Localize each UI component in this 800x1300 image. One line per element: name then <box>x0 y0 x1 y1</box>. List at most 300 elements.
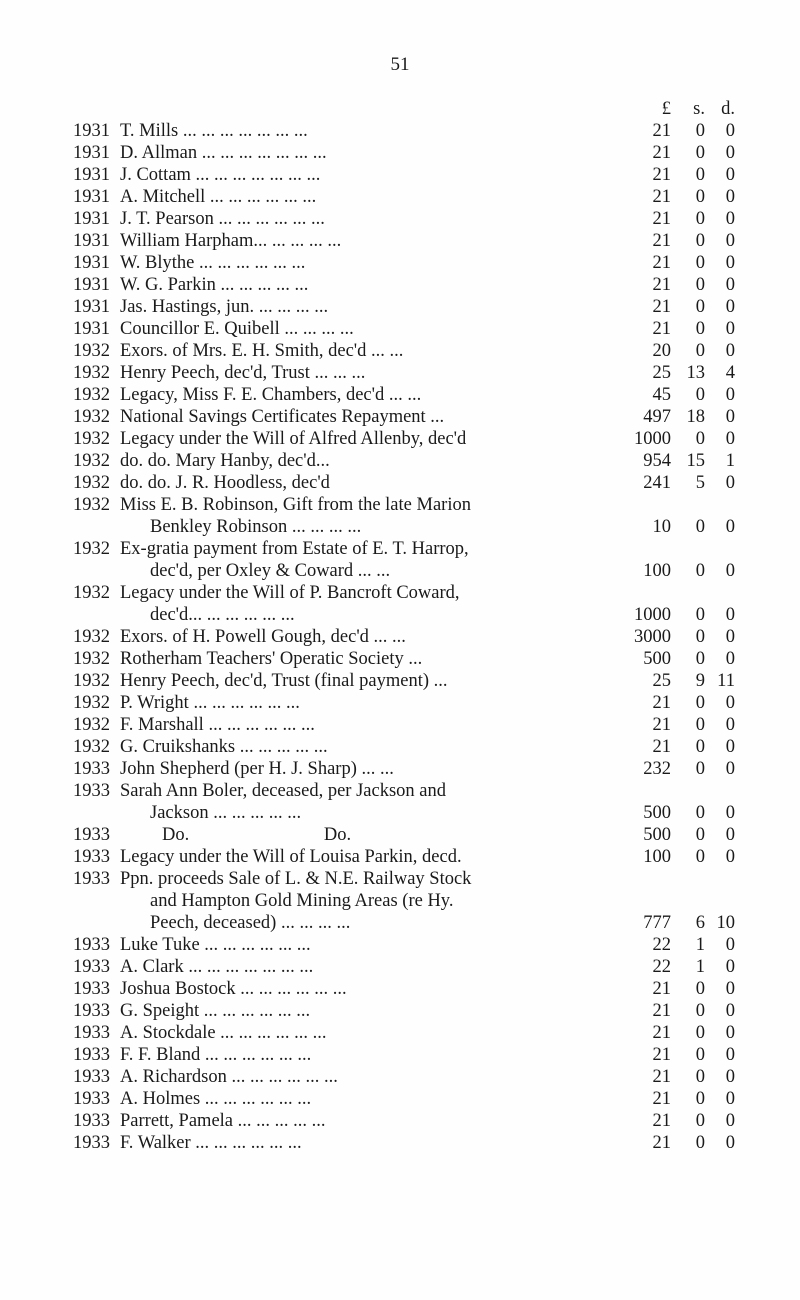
entry-description-line: A. Mitchell ... ... ... ... ... ... <box>120 187 317 207</box>
page-number: 51 <box>390 54 410 75</box>
ledger-entry <box>73 538 733 582</box>
entry-description <box>120 252 602 274</box>
ledger-entry <box>73 934 733 956</box>
entry-year: 1933 <box>73 781 110 801</box>
ledger-entry <box>73 450 733 472</box>
entry-description-line: Henry Peech, dec'd, Trust (final payment) ... <box>120 671 448 691</box>
amount-pence: 0 <box>725 143 735 163</box>
ledger-entry <box>73 142 733 164</box>
entry-year: 1933 <box>73 1111 110 1131</box>
entry-description-line: Legacy under the Will of P. Bancroft Coward, <box>120 583 460 603</box>
entry-description-line: John Shepherd (per H. J. Sharp) ... ... <box>120 759 394 779</box>
ledger-entry <box>73 648 733 670</box>
ledger-entry <box>73 670 733 692</box>
entry-description-line: Joshua Bostock ... ... ... ... ... ... <box>120 979 347 999</box>
amount-pence: 0 <box>725 1133 735 1153</box>
amount-pence: 10 <box>716 913 735 933</box>
amount-pounds: 21 <box>652 209 671 229</box>
amount-pounds: 1000 <box>634 605 671 625</box>
entry-description <box>120 714 602 736</box>
amount-pounds: 21 <box>652 297 671 317</box>
amount-pence: 0 <box>725 341 735 361</box>
entry-description-line: William Harpham... ... ... ... ... <box>120 231 342 251</box>
amount-pounds: 21 <box>652 319 671 339</box>
entry-description-line: D. Allman ... ... ... ... ... ... ... <box>120 143 327 163</box>
entry-year: 1933 <box>73 847 110 867</box>
amount-pounds: 500 <box>643 803 671 823</box>
entry-year: 1933 <box>73 869 110 889</box>
amount-shillings: 0 <box>695 759 705 779</box>
entry-description <box>120 1110 602 1132</box>
amount-shillings: 0 <box>695 803 705 823</box>
entry-year: 1932 <box>73 341 110 361</box>
amount-shillings: 15 <box>686 451 705 471</box>
amount-pence: 1 <box>725 451 735 471</box>
entry-description <box>120 428 602 450</box>
column-header-row <box>73 98 733 120</box>
amount-pounds: 10 <box>652 517 671 537</box>
amount-pounds: 21 <box>652 165 671 185</box>
entry-description <box>120 956 602 978</box>
entry-description <box>120 670 602 692</box>
amount-shillings: 0 <box>695 979 705 999</box>
amount-pounds: 21 <box>652 187 671 207</box>
amount-pence: 0 <box>725 649 735 669</box>
entry-year: 1933 <box>73 1001 110 1021</box>
ledger-entry <box>73 252 733 274</box>
entry-description <box>120 362 602 384</box>
amount-pounds: 21 <box>652 1045 671 1065</box>
amount-shillings: 0 <box>695 253 705 273</box>
entry-description <box>120 582 602 626</box>
amount-shillings: 0 <box>695 319 705 339</box>
entry-description <box>120 318 602 340</box>
amount-pounds: 21 <box>652 1067 671 1087</box>
entry-description-line: Jackson ... ... ... ... ... <box>150 803 302 823</box>
entry-description-line: Miss E. B. Robinson, Gift from the late Marion <box>120 495 471 515</box>
entry-year: 1931 <box>73 187 110 207</box>
amount-pounds: 954 <box>643 451 671 471</box>
amount-pence: 0 <box>725 429 735 449</box>
entry-description-line: Luke Tuke ... ... ... ... ... ... <box>120 935 311 955</box>
ledger-entry <box>73 714 733 736</box>
entry-year: 1932 <box>73 737 110 757</box>
ledger-entry <box>73 230 733 252</box>
entry-description <box>120 384 602 406</box>
amount-shillings: 0 <box>695 341 705 361</box>
entry-year: 1932 <box>73 649 110 669</box>
amount-pounds: 22 <box>652 957 671 977</box>
entry-year: 1932 <box>73 627 110 647</box>
ledger-entry <box>73 1000 733 1022</box>
amount-pence: 0 <box>725 1111 735 1131</box>
entry-description <box>120 868 602 934</box>
entry-description <box>120 186 602 208</box>
ledger-entry <box>73 296 733 318</box>
ledger-entry <box>73 318 733 340</box>
amount-pounds: 1000 <box>634 429 671 449</box>
entry-year: 1932 <box>73 693 110 713</box>
ledger-entry <box>73 428 733 450</box>
amount-pence: 0 <box>725 297 735 317</box>
amount-shillings: 0 <box>695 165 705 185</box>
amount-pounds: 21 <box>652 231 671 251</box>
entry-year: 1932 <box>73 495 110 515</box>
amount-pounds: 21 <box>652 1001 671 1021</box>
amount-pence: 0 <box>725 627 735 647</box>
entry-description-line: Jas. Hastings, jun. ... ... ... ... <box>120 297 329 317</box>
ledger-entries <box>73 120 733 1154</box>
amount-pence: 0 <box>725 121 735 141</box>
entry-description-line: Rotherham Teachers' Operatic Society ... <box>120 649 423 669</box>
entry-year: 1932 <box>73 671 110 691</box>
amount-pounds: 21 <box>652 715 671 735</box>
entry-description-line: Exors. of H. Powell Gough, dec'd ... ... <box>120 627 406 647</box>
amount-shillings: 0 <box>695 121 705 141</box>
ledger-entry <box>73 1022 733 1044</box>
ledger-entry <box>73 582 733 626</box>
entry-description-line: J. Cottam ... ... ... ... ... ... ... <box>120 165 321 185</box>
ledger-entry <box>73 626 733 648</box>
amount-shillings: 0 <box>695 275 705 295</box>
amount-pence: 11 <box>717 671 735 691</box>
entry-year: 1932 <box>73 451 110 471</box>
entry-description <box>120 142 602 164</box>
amount-pounds: 21 <box>652 1023 671 1043</box>
entry-year: 1931 <box>73 143 110 163</box>
entry-description-line: W. G. Parkin ... ... ... ... ... <box>120 275 309 295</box>
amount-pence: 0 <box>725 825 735 845</box>
amount-shillings: 0 <box>695 1133 705 1153</box>
entry-year: 1931 <box>73 209 110 229</box>
entry-description-line: and Hampton Gold Mining Areas (re Hy. <box>150 891 454 911</box>
amount-pounds: 241 <box>643 473 671 493</box>
amount-pounds: 21 <box>652 121 671 141</box>
amount-pence: 0 <box>725 561 735 581</box>
amount-pounds: 25 <box>652 671 671 691</box>
ledger-table <box>73 98 733 1154</box>
ledger-entry <box>73 1132 733 1154</box>
entry-year: 1931 <box>73 297 110 317</box>
amount-pounds: 21 <box>652 737 671 757</box>
entry-year: 1933 <box>73 1067 110 1087</box>
entry-description <box>120 538 602 582</box>
entry-year: 1932 <box>73 715 110 735</box>
entry-description-line: A. Holmes ... ... ... ... ... ... <box>120 1089 312 1109</box>
amount-shillings: 0 <box>695 209 705 229</box>
amount-shillings: 6 <box>695 913 705 933</box>
entry-year: 1931 <box>73 121 110 141</box>
ledger-entry <box>73 1088 733 1110</box>
amount-pounds: 500 <box>643 825 671 845</box>
amount-shillings: 0 <box>695 1111 705 1131</box>
entry-description <box>120 208 602 230</box>
entry-year: 1931 <box>73 165 110 185</box>
amount-shillings: 5 <box>695 473 705 493</box>
ledger-entry <box>73 472 733 494</box>
entry-description-line: Ppn. proceeds Sale of L. & N.E. Railway Stock <box>120 869 472 889</box>
amount-shillings: 0 <box>695 429 705 449</box>
ledger-entry <box>73 956 733 978</box>
amount-pence: 4 <box>725 363 735 383</box>
entry-description <box>120 120 602 142</box>
amount-shillings: 0 <box>695 693 705 713</box>
entry-description-line: Exors. of Mrs. E. H. Smith, dec'd ... ... <box>120 341 404 361</box>
ledger-entry <box>73 340 733 362</box>
amount-shillings: 0 <box>695 1023 705 1043</box>
amount-shillings: 0 <box>695 1045 705 1065</box>
entry-description <box>120 1022 602 1044</box>
entry-description-line: Legacy, Miss F. E. Chambers, dec'd ... ... <box>120 385 422 405</box>
entry-year: 1933 <box>73 825 110 845</box>
entry-year: 1933 <box>73 759 110 779</box>
entry-description <box>120 846 602 868</box>
amount-shillings: 18 <box>686 407 705 427</box>
entry-description-line: Do. Do. <box>162 825 352 845</box>
entry-description <box>120 296 602 318</box>
amount-pence: 0 <box>725 759 735 779</box>
amount-pence: 0 <box>725 1001 735 1021</box>
shillings-header: s. <box>693 99 705 119</box>
entry-description <box>120 780 602 824</box>
entry-description <box>120 626 602 648</box>
entry-description <box>120 648 602 670</box>
entry-year: 1932 <box>73 473 110 493</box>
entry-description <box>120 164 602 186</box>
entry-description-line: A. Richardson ... ... ... ... ... ... <box>120 1067 338 1087</box>
amount-shillings: 1 <box>695 935 705 955</box>
amount-pounds: 21 <box>652 1089 671 1109</box>
ledger-entry <box>73 208 733 230</box>
entry-description <box>120 1044 602 1066</box>
ledger-entry <box>73 494 733 538</box>
entry-year: 1931 <box>73 319 110 339</box>
amount-pence: 0 <box>725 1023 735 1043</box>
entry-description-line: Parrett, Pamela ... ... ... ... ... <box>120 1111 326 1131</box>
amount-pounds: 21 <box>652 143 671 163</box>
entry-description-line: Councillor E. Quibell ... ... ... ... <box>120 319 354 339</box>
entry-description-line: Legacy under the Will of Louisa Parkin, decd. <box>120 847 462 867</box>
amount-shillings: 0 <box>695 1089 705 1109</box>
entry-description <box>120 274 602 296</box>
amount-pence: 0 <box>725 715 735 735</box>
amount-pence: 0 <box>725 803 735 823</box>
amount-pounds: 100 <box>643 847 671 867</box>
entry-description <box>120 1088 602 1110</box>
ledger-entry <box>73 846 733 868</box>
ledger-entry <box>73 1044 733 1066</box>
amount-pounds: 21 <box>652 253 671 273</box>
entry-description-line: P. Wright ... ... ... ... ... ... <box>120 693 300 713</box>
entry-year: 1931 <box>73 253 110 273</box>
amount-pence: 0 <box>725 1089 735 1109</box>
ledger-entry <box>73 1110 733 1132</box>
amount-shillings: 0 <box>695 517 705 537</box>
amount-pence: 0 <box>725 253 735 273</box>
amount-shillings: 0 <box>695 847 705 867</box>
amount-pence: 0 <box>725 187 735 207</box>
amount-pounds: 21 <box>652 1133 671 1153</box>
entry-year: 1931 <box>73 231 110 251</box>
entry-description <box>120 978 602 1000</box>
amount-pounds: 20 <box>652 341 671 361</box>
amount-pence: 0 <box>725 275 735 295</box>
entry-description-line: T. Mills ... ... ... ... ... ... ... <box>120 121 308 141</box>
amount-shillings: 0 <box>695 561 705 581</box>
amount-shillings: 0 <box>695 715 705 735</box>
entry-description <box>120 1132 602 1154</box>
ledger-entry <box>73 758 733 780</box>
entry-description-line: do. do. Mary Hanby, dec'd... <box>120 451 330 471</box>
entry-year: 1932 <box>73 583 110 603</box>
entry-description <box>120 692 602 714</box>
amount-pounds: 500 <box>643 649 671 669</box>
entry-description-line: G. Cruikshanks ... ... ... ... ... <box>120 737 328 757</box>
amount-pounds: 232 <box>643 759 671 779</box>
entry-year: 1933 <box>73 1045 110 1065</box>
amount-pence: 0 <box>725 1045 735 1065</box>
entry-description-line: do. do. J. R. Hoodless, dec'd <box>120 473 330 493</box>
entry-description-line: Henry Peech, dec'd, Trust ... ... ... <box>120 363 366 383</box>
amount-pence: 0 <box>725 473 735 493</box>
entry-description <box>120 736 602 758</box>
entry-year: 1932 <box>73 363 110 383</box>
entry-year: 1933 <box>73 957 110 977</box>
entry-description-line: National Savings Certificates Repayment ... <box>120 407 445 427</box>
entry-description <box>120 406 602 428</box>
entry-description-line: A. Clark ... ... ... ... ... ... ... <box>120 957 314 977</box>
amount-shillings: 0 <box>695 1067 705 1087</box>
entry-description-line: Benkley Robinson ... ... ... ... <box>150 517 362 537</box>
entry-description-line: Sarah Ann Boler, deceased, per Jackson and <box>120 781 446 801</box>
amount-pounds: 497 <box>643 407 671 427</box>
entry-year: 1932 <box>73 539 110 559</box>
amount-shillings: 0 <box>695 649 705 669</box>
entry-description <box>120 824 602 846</box>
entry-description <box>120 450 602 472</box>
ledger-entry <box>73 362 733 384</box>
amount-pence: 0 <box>725 1067 735 1087</box>
amount-shillings: 0 <box>695 143 705 163</box>
amount-shillings: 0 <box>695 605 705 625</box>
ledger-entry <box>73 384 733 406</box>
amount-pounds: 25 <box>652 363 671 383</box>
amount-pounds: 22 <box>652 935 671 955</box>
ledger-entry <box>73 868 733 934</box>
amount-pence: 0 <box>725 319 735 339</box>
pounds-header: £ <box>661 99 671 119</box>
entry-description-line: W. Blythe ... ... ... ... ... ... <box>120 253 306 273</box>
entry-year: 1933 <box>73 1089 110 1109</box>
amount-pence: 0 <box>725 693 735 713</box>
ledger-entry <box>73 186 733 208</box>
amount-pence: 0 <box>725 407 735 427</box>
entry-description-line: F. Marshall ... ... ... ... ... ... <box>120 715 315 735</box>
pence-header: d. <box>721 99 735 119</box>
entry-description-line: F. Walker ... ... ... ... ... ... <box>120 1133 302 1153</box>
amount-pence: 0 <box>725 231 735 251</box>
amount-pounds: 21 <box>652 693 671 713</box>
amount-pounds: 45 <box>652 385 671 405</box>
amount-pounds: 100 <box>643 561 671 581</box>
entry-description <box>120 230 602 252</box>
entry-description-line: A. Stockdale ... ... ... ... ... ... <box>120 1023 327 1043</box>
ledger-entry <box>73 120 733 142</box>
amount-pence: 0 <box>725 737 735 757</box>
entry-year: 1933 <box>73 935 110 955</box>
amount-pence: 0 <box>725 979 735 999</box>
ledger-entry <box>73 406 733 428</box>
amount-shillings: 0 <box>695 825 705 845</box>
entry-description <box>120 758 602 780</box>
amount-shillings: 0 <box>695 297 705 317</box>
ledger-entry <box>73 780 733 824</box>
amount-pounds: 21 <box>652 1111 671 1131</box>
entry-description <box>120 472 602 494</box>
entry-description <box>120 1066 602 1088</box>
ledger-entry <box>73 978 733 1000</box>
amount-pounds: 21 <box>652 275 671 295</box>
ledger-entry <box>73 1066 733 1088</box>
entry-year: 1933 <box>73 1133 110 1153</box>
amount-pence: 0 <box>725 957 735 977</box>
entry-year: 1933 <box>73 1023 110 1043</box>
entry-year: 1932 <box>73 429 110 449</box>
entry-description <box>120 494 602 538</box>
amount-pence: 0 <box>725 165 735 185</box>
entry-description-line: Ex-gratia payment from Estate of E. T. Harrop, <box>120 539 469 559</box>
amount-pence: 0 <box>725 847 735 867</box>
entry-description-line: G. Speight ... ... ... ... ... ... <box>120 1001 311 1021</box>
amount-shillings: 9 <box>695 671 705 691</box>
amount-pounds: 777 <box>643 913 671 933</box>
amount-pounds: 21 <box>652 979 671 999</box>
entry-description-line: Peech, deceased) ... ... ... ... <box>150 913 351 933</box>
ledger-entry <box>73 164 733 186</box>
entry-year: 1932 <box>73 407 110 427</box>
ledger-entry <box>73 736 733 758</box>
entry-description-line: Legacy under the Will of Alfred Allenby, dec'd <box>120 429 467 449</box>
ledger-entry <box>73 692 733 714</box>
amount-pence: 0 <box>725 209 735 229</box>
entry-description <box>120 340 602 362</box>
entry-description-line: F. F. Bland ... ... ... ... ... ... <box>120 1045 312 1065</box>
amount-shillings: 0 <box>695 231 705 251</box>
amount-shillings: 1 <box>695 957 705 977</box>
amount-pence: 0 <box>725 517 735 537</box>
amount-shillings: 0 <box>695 737 705 757</box>
amount-shillings: 0 <box>695 1001 705 1021</box>
amount-shillings: 0 <box>695 627 705 647</box>
entry-description-line: dec'd, per Oxley & Coward ... ... <box>150 561 391 581</box>
amount-pence: 0 <box>725 385 735 405</box>
entry-description <box>120 934 602 956</box>
entry-year: 1931 <box>73 275 110 295</box>
amount-pounds: 3000 <box>634 627 671 647</box>
amount-pence: 0 <box>725 605 735 625</box>
ledger-entry <box>73 824 733 846</box>
entry-year: 1933 <box>73 979 110 999</box>
amount-shillings: 0 <box>695 385 705 405</box>
amount-shillings: 0 <box>695 187 705 207</box>
entry-year: 1932 <box>73 385 110 405</box>
amount-pence: 0 <box>725 935 735 955</box>
entry-description-line: J. T. Pearson ... ... ... ... ... ... <box>120 209 325 229</box>
entry-description-line: dec'd... ... ... ... ... ... <box>150 605 295 625</box>
ledger-entry <box>73 274 733 296</box>
entry-description <box>120 1000 602 1022</box>
amount-shillings: 13 <box>686 363 705 383</box>
